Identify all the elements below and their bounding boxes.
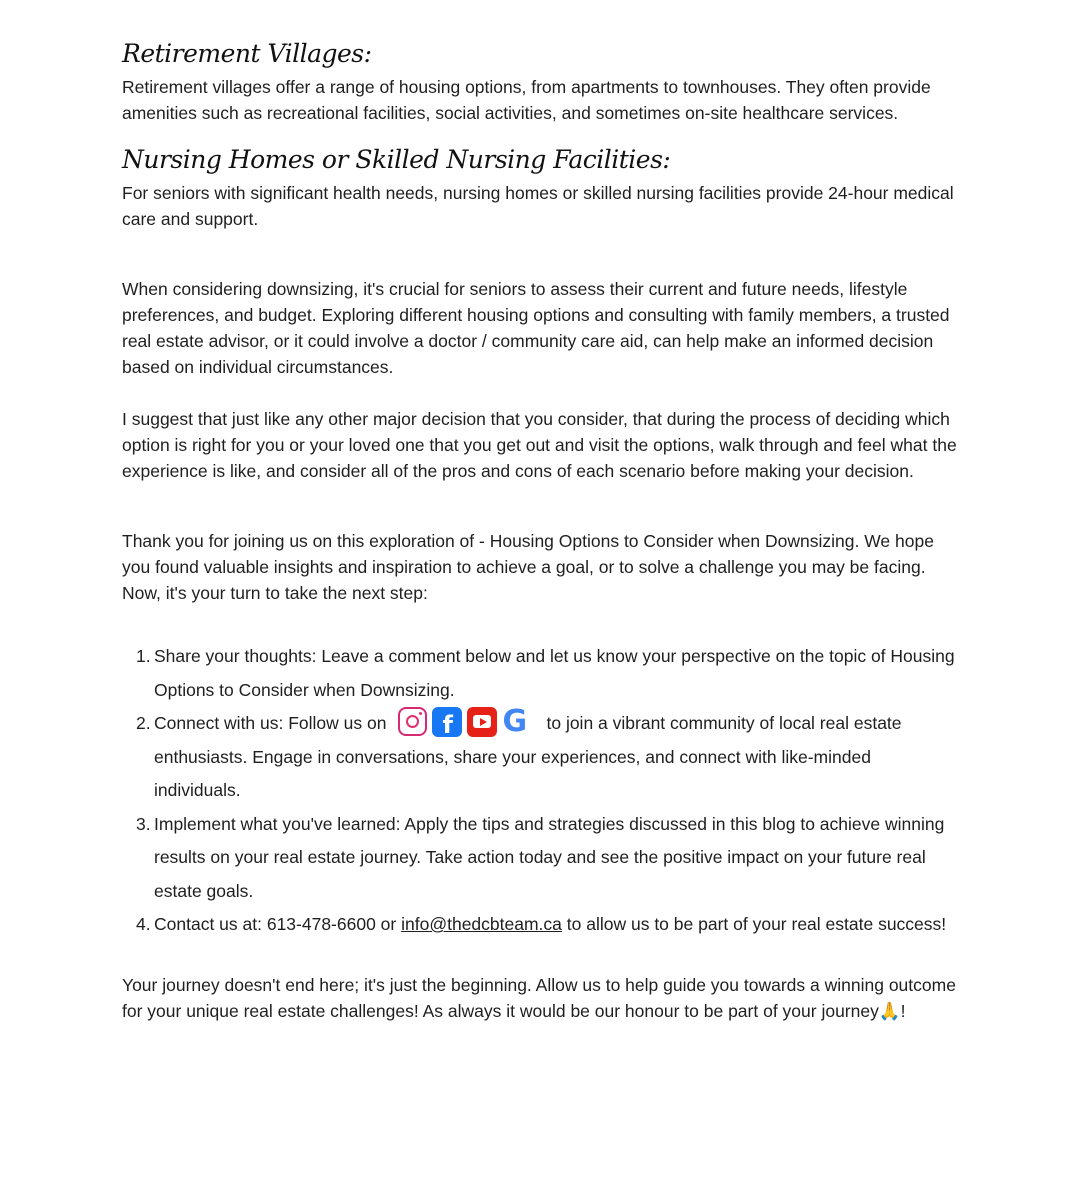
list-item-text: Share your thoughts: Leave a comment below and let us know your perspective on the topic of Housing Options to Consider when Downsizing. [154, 646, 955, 700]
facebook-icon[interactable]: f [432, 707, 462, 737]
list-number: 2. [136, 713, 151, 733]
retirement-villages-text: Retirement villages offer a range of housing options, from apartments to townhouses. They often provide amenities such as recreational facilities, social activities, and sometimes on-site healthcare services. [122, 77, 931, 123]
email-link[interactable]: info@thedcbteam.ca [401, 914, 562, 934]
social-icons [398, 704, 532, 740]
list-item-text: Implement what you've learned: Apply the tips and strategies discussed in this blog to achieve winning results on your real estate journey. Take action today and see the positive impact on your future real estate goals. [154, 813, 945, 901]
list-item [136, 704, 962, 808]
heading-retirement-villages: Retirement Villages: [122, 39, 372, 68]
next-steps-list [122, 640, 962, 942]
list-item-text: Connect with us: Follow us on [154, 713, 387, 733]
list-number: 3. [136, 813, 151, 834]
heading-nursing-homes: Nursing Homes or Skilled Nursing Facilities: [122, 145, 671, 174]
list-item-text: Contact us at: 613-478-6600 or [154, 914, 397, 934]
list-item [138, 808, 962, 909]
google-icon[interactable]: G [502, 704, 528, 740]
list-item-text: to allow us to be part of your real estate success! [566, 914, 947, 934]
list-number: 1. [136, 646, 151, 666]
document-page [122, 34, 962, 1024]
list-number: 4. [136, 914, 151, 934]
list-item [138, 908, 962, 942]
nursing-homes-text: For seniors with significant health needs, nursing homes or skilled nursing facilities provide 24-hour medical care and support. [122, 183, 954, 229]
youtube-icon[interactable] [467, 707, 497, 737]
list-item-text: to join a vibrant community of local real estate enthusiasts. Engage in conversations, share your experiences, and connect with like-minded individuals. [154, 713, 902, 800]
downsizing-paragraph: When considering downsizing, it's crucial for seniors to assess their current and future needs, lifestyle preferences, and budget. Exploring different housing options and consulting with family members, a trusted real estate advisor, or it could involve a doctor / community care aid, can help make an informed decision based on individual circumstances. [122, 279, 950, 377]
thank-you-paragraph: Thank you for joining us on this exploration of - Housing Options to Consider when Downsizing. We hope you found valuable insights and inspiration to achieve a goal, or to solve a challenge you may be facing. Now, it's your turn to take the next step: [122, 531, 934, 603]
closing-paragraph: Your journey doesn't end here; it's just the beginning. Allow us to help guide you towards a winning outcome for your unique real estate challenges! As always it would be our honour to be part of your journey🙏! [122, 974, 956, 1021]
list-item [138, 640, 962, 707]
suggestion-paragraph: I suggest that just like any other major decision that you consider, that during the process of deciding which option is right for you or your loved one that you get out and visit the options, walk through and feel what the experience is like, and consider all of the pros and cons of each scenario before making your decision. [122, 409, 957, 481]
instagram-icon[interactable] [398, 707, 427, 736]
